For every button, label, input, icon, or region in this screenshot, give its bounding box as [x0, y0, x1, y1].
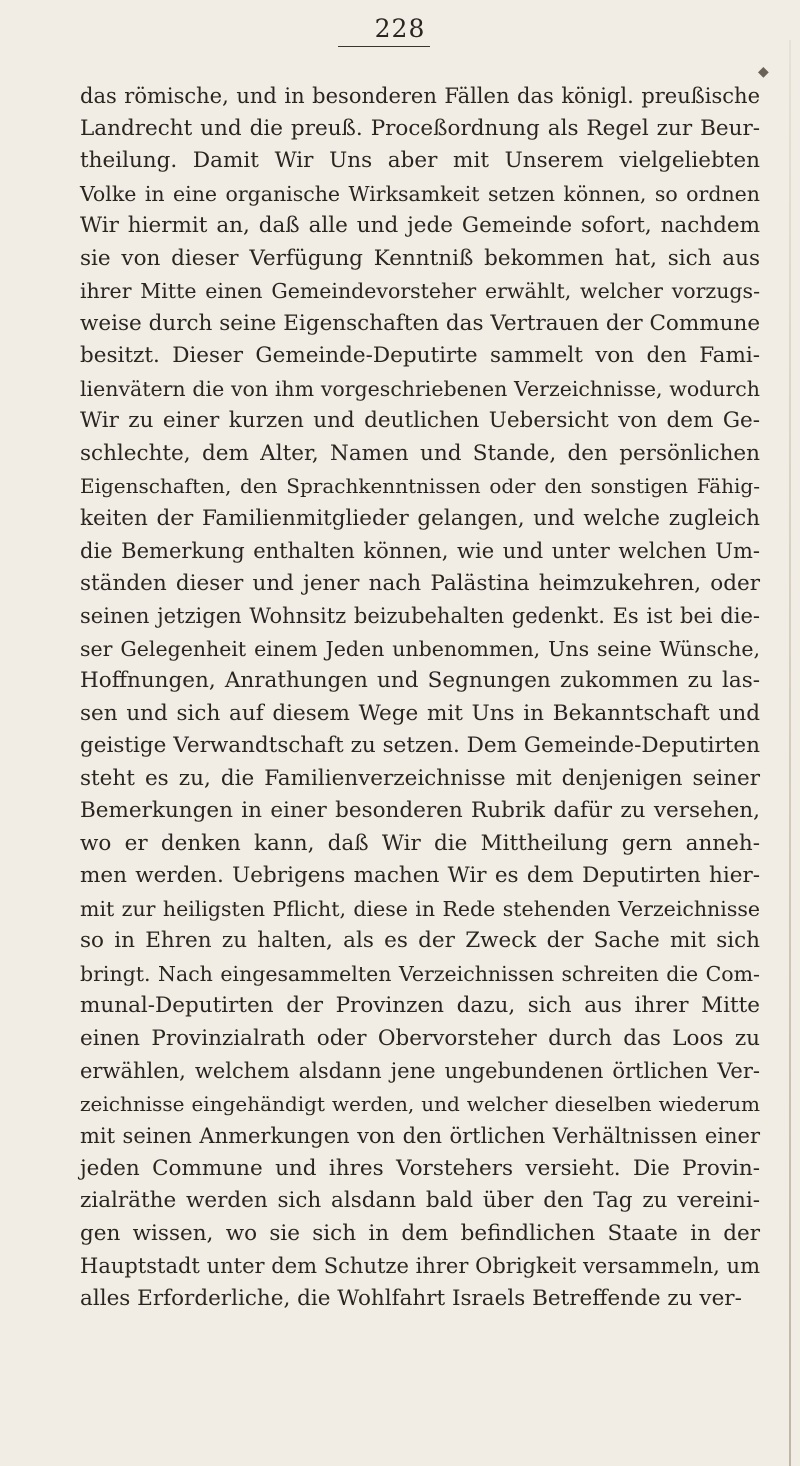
ink-mark: ◆	[758, 64, 769, 80]
text-line: theilung. Damit Wir Uns aber mit Unserem vielgeliebten	[80, 148, 760, 173]
text-line: die Bemerkung enthalten können, wie und unter welchen Um-	[80, 539, 760, 563]
text-line: Wir zu einer kurzen und deutlichen Uebersicht von dem Ge-	[80, 408, 760, 433]
page-number-rule	[338, 46, 430, 47]
text-line: zeichnisse eingehändigt werden, und welcher dieselben wiederum	[80, 1091, 760, 1116]
body-text	[80, 80, 760, 1315]
text-line: jeden Commune und ihres Vorstehers versieht. Die Provin-	[80, 1155, 760, 1181]
text-line: alles Erforderliche, die Wohlfahrt Israels Betreffende zu ver-	[80, 1285, 742, 1311]
text-line: Landrecht und die preuß. Proceßordnung als Regel zur Beur-	[80, 115, 760, 141]
text-line: einen Provinzialrath oder Obervorsteher durch das Loos zu	[80, 1025, 760, 1051]
text-line: steht es zu, die Familienverzeichnisse mit denjenigen seiner	[80, 765, 760, 791]
text-line: ihrer Mitte einen Gemeindevorsteher erwählt, welcher vorzugs-	[80, 279, 760, 303]
text-line: munal-Deputirten der Provinzen dazu, sich aus ihrer Mitte	[80, 993, 760, 1018]
text-line: so in Ehren zu halten, als es der Zweck der Sache mit sich	[80, 928, 760, 953]
text-line: mit zur heiligsten Pflicht, diese in Rede stehenden Verzeichnisse	[80, 896, 760, 921]
text-line: weise durch seine Eigenschaften das Vertrauen der Commune	[80, 310, 761, 336]
page-number: 228	[374, 14, 426, 43]
text-line: lienvätern die von ihm vorgeschriebenen Verzeichnisse, wodurch	[80, 376, 760, 401]
text-line: schlechte, dem Alter, Namen und Stande, den persönlichen	[80, 440, 760, 466]
text-line: besitzt. Dieser Gemeinde-Deputirte sammelt von den Fami-	[80, 343, 760, 368]
text-line: Volke in eine organische Wirksamkeit setzen können, so ordnen	[80, 181, 760, 206]
text-line: sen und sich auf diesem Wege mit Uns in Bekanntschaft und	[80, 700, 760, 726]
text-line: Hoffnungen, Anrathungen und Segnungen zukommen zu las-	[80, 668, 760, 693]
text-line: Hauptstadt unter dem Schutze ihrer Obrigkeit versammeln, um	[80, 1254, 760, 1278]
text-line: das römische, und in besonderen Fällen das königl. preußische	[80, 84, 760, 108]
text-line: Wir hiermit an, daß alle und jede Gemeinde sofort, nachdem	[80, 213, 760, 238]
text-line: ser Gelegenheit einem Jeden unbenommen, Uns seine Wünsche,	[80, 636, 760, 661]
text-line: men werden. Uebrigens machen Wir es dem Deputirten hier-	[80, 863, 760, 888]
text-line: zialräthe werden sich alsdann bald über den Tag zu vereini-	[80, 1188, 760, 1213]
text-line: bringt. Nach eingesammelten Verzeichnissen schreiten die Com-	[80, 961, 760, 986]
text-line: sie von dieser Verfügung Kenntniß bekommen hat, sich aus	[80, 245, 760, 271]
text-line: seinen jetzigen Wohnsitz beizubehalten gedenkt. Es ist bei die-	[80, 604, 760, 628]
text-line: mit seinen Anmerkungen von den örtlichen Verhältnissen einer	[80, 1124, 760, 1148]
text-line: wo er denken kann, daß Wir die Mittheilung gern anneh-	[80, 830, 760, 856]
text-line: erwählen, welchem alsdann jene ungebundenen örtlichen Ver-	[80, 1059, 760, 1083]
text-line: Bemerkungen in einer besonderen Rubrik dafür zu versehen,	[80, 798, 760, 823]
text-line: ständen dieser und jener nach Palästina heimzukehren, oder	[80, 570, 760, 596]
text-line: geistige Verwandtschaft zu setzen. Dem Gemeinde-Deputirten	[80, 733, 760, 758]
text-line: Eigenschaften, den Sprachkenntnissen oder den sonstigen Fähig-	[80, 474, 760, 498]
text-line: keiten der Familienmitglieder gelangen, und welche zugleich	[80, 505, 760, 531]
text-line: gen wissen, wo sie sich in dem befindlichen Staate in der	[80, 1220, 760, 1246]
page-edge-shadow	[789, 40, 791, 1466]
